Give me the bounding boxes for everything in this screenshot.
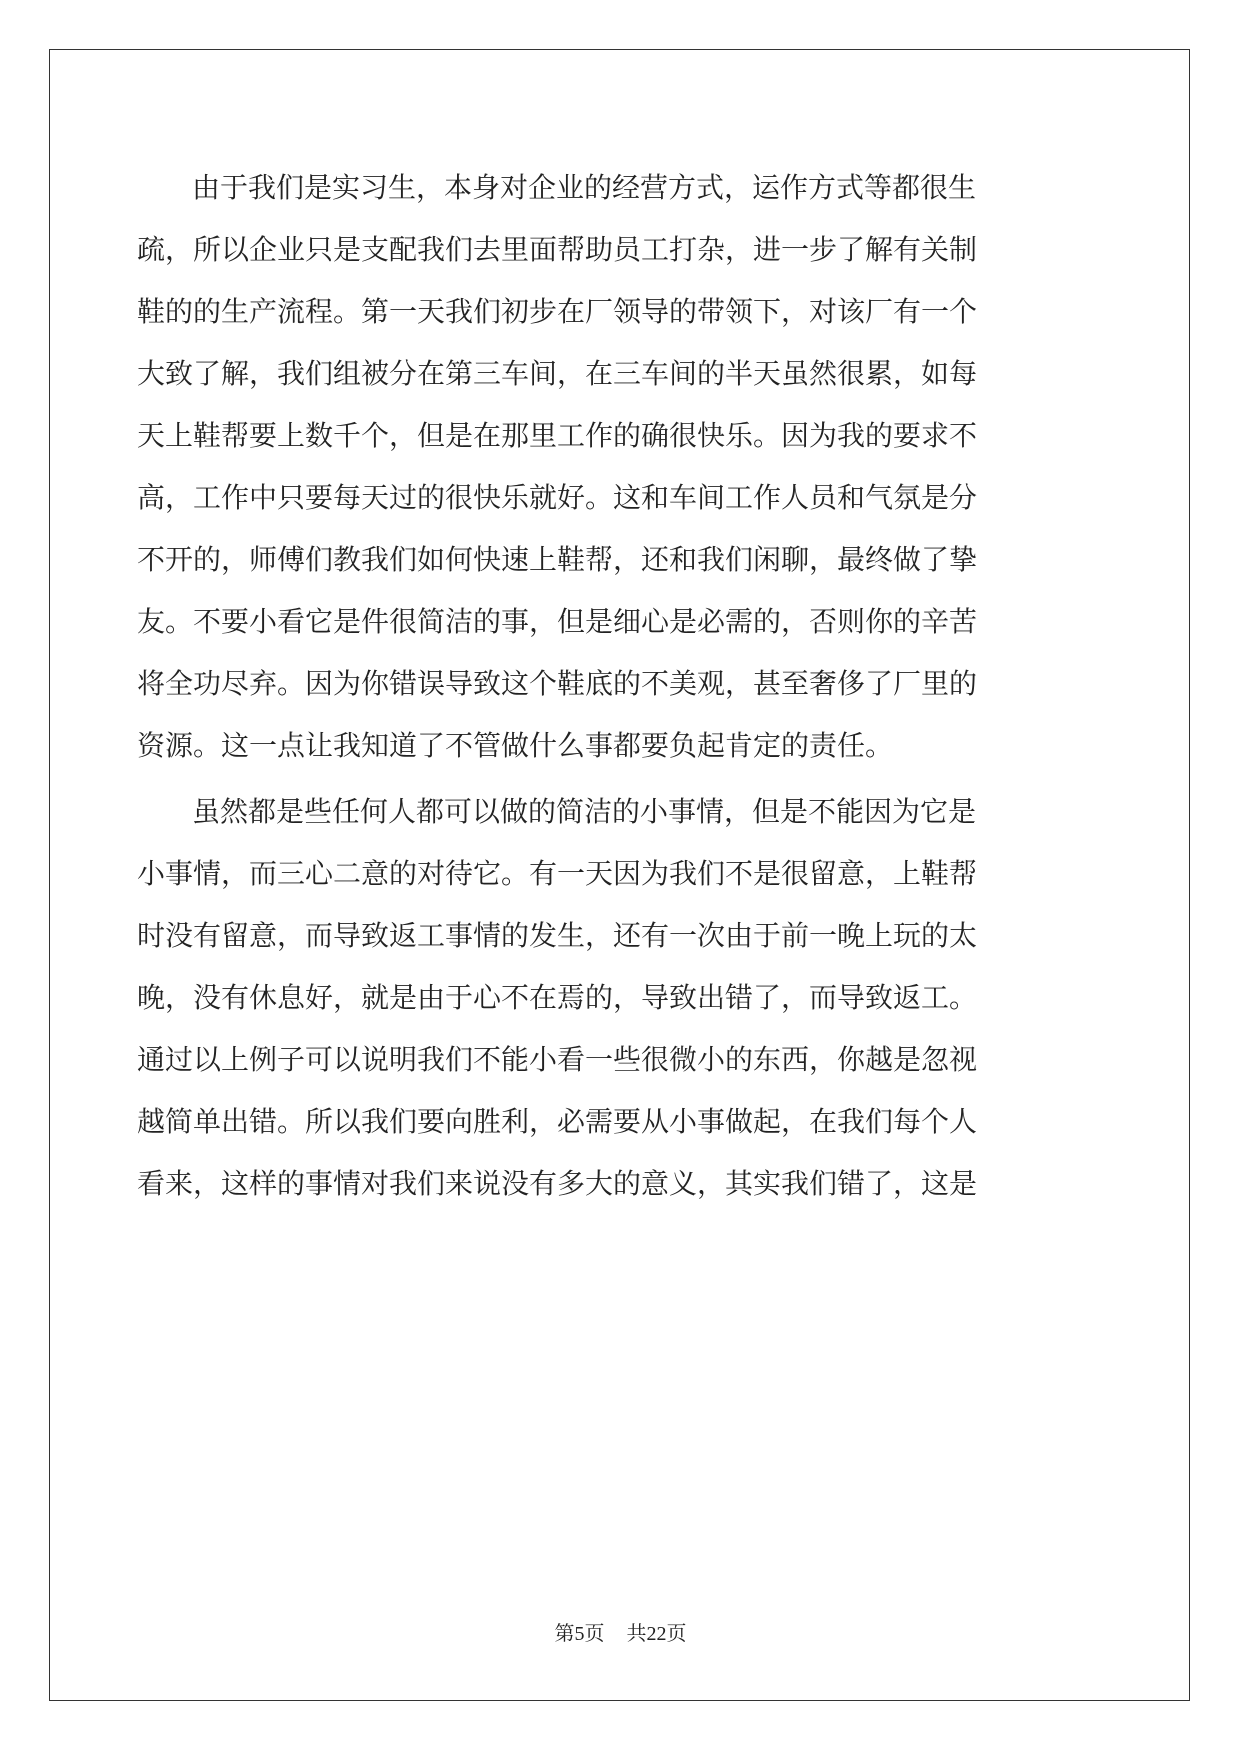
paragraph-2-line: 晚，没有休息好，就是由于心不在焉的，导致出错了，而导致返工。 <box>137 981 978 1014</box>
paragraph-1-line: 鞋的的生产流程。第一天我们初步在厂领导的带领下，对该厂有一个 <box>137 295 978 328</box>
paragraph-1-line: 天上鞋帮要上数千个，但是在那里工作的确很快乐。因为我的要求不 <box>137 419 978 452</box>
paragraph-2-line: 虽然都是些任何人都可以做的简洁的小事情，但是不能因为它是 <box>192 795 977 828</box>
paragraph-1-line: 将全功尽弃。因为你错误导致这个鞋底的不美观，甚至奢侈了厂里的 <box>137 667 978 700</box>
paragraph-2-line: 看来，这样的事情对我们来说没有多大的意义，其实我们错了，这是 <box>137 1167 978 1200</box>
paragraph-1-line: 大致了解，我们组被分在第三车间，在三车间的半天虽然很累，如每 <box>137 357 978 390</box>
paragraph-1-line: 由于我们是实习生，本身对企业的经营方式，运作方式等都很生 <box>192 171 977 204</box>
total-suffix: 页 <box>666 1623 687 1645</box>
paragraph-1-line: 资源。这一点让我知道了不管做什么事都要负起肯定的责任。 <box>137 729 894 762</box>
total-prefix: 共 <box>626 1623 647 1645</box>
paragraph-2-line: 小事情，而三心二意的对待它。有一天因为我们不是很留意，上鞋帮 <box>137 857 978 890</box>
paragraph-1-line: 疏，所以企业只是支配我们去里面帮助员工打杂，进一步了解有关制 <box>137 233 978 266</box>
page-number: 5 <box>574 1623 585 1645</box>
paragraph-2-line: 通过以上例子可以说明我们不能小看一些很微小的东西，你越是忽视 <box>137 1043 978 1076</box>
total-pages: 22 <box>646 1623 667 1645</box>
paragraph-1-line: 友。不要小看它是件很简洁的事，但是细心是必需的，否则你的辛苦 <box>137 605 978 638</box>
paragraph-2-line: 时没有留意，而导致返工事情的发生，还有一次由于前一晚上玩的太 <box>137 919 978 952</box>
paragraph-1-line: 不开的，师傅们教我们如何快速上鞋帮，还和我们闲聊，最终做了挚 <box>137 543 978 576</box>
paragraph-1-line: 高，工作中只要每天过的很快乐就好。这和车间工作人员和气氛是分 <box>137 481 978 514</box>
page-prefix: 第 <box>554 1623 575 1645</box>
paragraph-2-line: 越简单出错。所以我们要向胜利，必需要从小事做起，在我们每个人 <box>137 1105 978 1138</box>
page-suffix: 页 <box>584 1623 605 1645</box>
page-footer <box>0 1619 1241 1649</box>
